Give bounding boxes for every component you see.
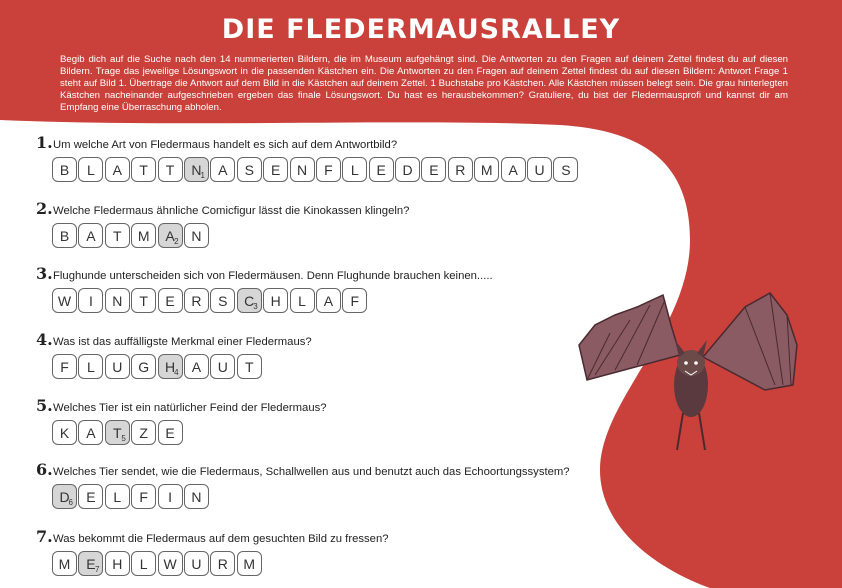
box-letter: N <box>191 161 202 178</box>
box-letter: L <box>298 292 306 309</box>
box-letter: M <box>243 555 256 572</box>
solution-letter-box[interactable] <box>184 157 209 182</box>
solution-letter-box[interactable] <box>105 420 130 445</box>
letter-box[interactable] <box>184 484 209 509</box>
letter-box[interactable] <box>184 223 209 248</box>
box-letter: R <box>455 161 466 178</box>
box-letter: K <box>59 424 70 441</box>
letter-box[interactable] <box>158 484 183 509</box>
letter-box[interactable] <box>448 157 473 182</box>
box-letter: S <box>218 292 228 309</box>
box-letter: T <box>165 161 175 178</box>
letter-box[interactable] <box>342 157 367 182</box>
box-letter: E <box>165 292 175 309</box>
box-letter: U <box>534 161 545 178</box>
letter-box[interactable] <box>184 354 209 379</box>
box-letter: L <box>86 358 95 375</box>
box-letter: E <box>165 424 175 441</box>
question-4 <box>36 330 656 379</box>
letter-box[interactable] <box>52 354 77 379</box>
letter-box[interactable] <box>210 157 235 182</box>
answer-boxes <box>52 484 656 509</box>
solution-letter-box[interactable] <box>237 288 262 313</box>
question-text: Was bekommt die Fledermaus auf dem gesuchten Bild zu fressen? <box>53 533 389 545</box>
box-letter: A <box>218 161 228 178</box>
letter-box[interactable] <box>105 354 130 379</box>
box-letter: N <box>191 488 202 505</box>
letter-box[interactable] <box>131 157 156 182</box>
question-number: 7. <box>36 527 53 546</box>
solution-index: 7 <box>94 565 100 574</box>
box-letter: L <box>139 555 148 572</box>
letter-box[interactable] <box>237 354 262 379</box>
box-letter: T <box>139 161 148 178</box>
answer-boxes <box>52 223 656 248</box>
box-letter: E <box>376 161 386 178</box>
box-letter: A <box>112 161 122 178</box>
question-2 <box>36 199 656 248</box>
box-letter: S <box>561 161 571 178</box>
question-number: 6. <box>36 460 53 479</box>
question-number: 5. <box>36 396 53 415</box>
box-letter: M <box>58 555 71 572</box>
letter-box[interactable] <box>184 288 209 313</box>
box-letter: S <box>244 161 254 178</box>
box-letter: T <box>244 358 254 375</box>
question-text: Flughunde unterscheiden sich von Fledermäusen. Denn Flughunde brauchen keinen..... <box>53 270 493 282</box>
letter-box[interactable] <box>158 288 183 313</box>
question-number: 2. <box>36 199 53 218</box>
question-3 <box>36 264 656 313</box>
box-letter: E <box>429 161 439 178</box>
bat-illustration <box>575 285 805 455</box>
question-1 <box>36 133 656 182</box>
letter-box[interactable] <box>501 157 526 182</box>
letter-box[interactable] <box>342 288 367 313</box>
solution-index: 6 <box>68 498 73 507</box>
box-letter: D <box>59 488 70 505</box>
letter-box[interactable] <box>78 157 103 182</box>
solution-letter-box[interactable] <box>52 484 77 509</box>
box-letter: H <box>112 555 123 572</box>
box-letter: R <box>191 292 202 309</box>
box-letter: N <box>191 227 202 244</box>
letter-box[interactable] <box>474 157 499 182</box>
box-letter: M <box>480 161 493 178</box>
box-letter: T <box>139 292 148 309</box>
box-letter: F <box>139 488 148 505</box>
box-letter: D <box>402 161 413 178</box>
box-letter: A <box>323 292 334 309</box>
intro-text: Begib dich auf die Suche nach den 14 nummerierten Bildern, die im Museum aufgehängt sind. Die Antworten zu den Fragen auf deinem Zettel findest du auf diesen Bildern. Trage das jeweilige Lösungswort in die passenden Kästchen ein. Die Antworten zu den Fragen auf deinem Zettel findest du auf diesen Bildern: Antwort Frage 1 steht auf Bild 1. Übertrage die Antwort auf dem Bild in die Kästchen auf deinem Zettel. 1 Buchstabe pro Kästchen. Alle Kästchen müssen belegt sein. Die grau hinterlegten Kästchen nacheinander aufgeschrieben ergeben das finale Lösungswort. Du hast es herausbekommen? Gratuliere, du bist der Fledermausprofi und kannst dir am Empfang eine Überraschung abholen. <box>60 54 788 114</box>
letter-box[interactable] <box>210 354 235 379</box>
box-letter: F <box>350 292 360 309</box>
solution-index: 2 <box>174 237 179 246</box>
page-title: DIE FLEDERMAUSRALLEY <box>221 14 621 45</box>
question-number: 3. <box>36 264 53 283</box>
box-letter: U <box>112 358 123 375</box>
question-6 <box>36 460 656 509</box>
letter-box[interactable] <box>131 223 156 248</box>
letter-box[interactable] <box>131 420 156 445</box>
question-number: 4. <box>36 330 53 349</box>
letter-box[interactable] <box>78 420 103 445</box>
box-letter: E <box>270 161 281 178</box>
letter-box[interactable] <box>78 223 103 248</box>
solution-index: 4 <box>174 368 179 377</box>
box-letter: N <box>296 161 308 178</box>
letter-box[interactable] <box>210 288 235 313</box>
letter-box[interactable] <box>78 288 103 313</box>
box-letter: T <box>113 424 122 441</box>
box-letter: B <box>59 227 70 244</box>
question-7 <box>36 527 656 576</box>
letter-box[interactable] <box>158 157 183 182</box>
box-letter: T <box>113 227 122 244</box>
question-text: Was ist das auffälligste Merkmal einer Fledermaus? <box>53 336 312 348</box>
box-letter: E <box>86 555 96 572</box>
box-letter: H <box>270 292 281 309</box>
solution-letter-box[interactable] <box>78 551 103 576</box>
box-letter: E <box>86 488 96 505</box>
box-letter: F <box>60 358 69 375</box>
letter-box[interactable] <box>105 157 130 182</box>
letter-box[interactable] <box>237 551 262 576</box>
letter-box[interactable] <box>131 288 156 313</box>
solution-letter-box[interactable] <box>158 223 183 248</box>
letter-box[interactable] <box>105 551 130 576</box>
question-number: 1. <box>36 133 53 152</box>
box-letter: I <box>88 292 93 309</box>
question-text: Welches Tier sendet, wie die Fledermaus, Schallwellen aus und benutzt auch das Echoortungssystem? <box>53 466 570 478</box>
box-letter: L <box>113 488 122 505</box>
box-letter: C <box>244 292 255 309</box>
solution-index: 3 <box>253 302 258 311</box>
box-letter: L <box>86 161 95 178</box>
solution-index: 1 <box>200 171 205 180</box>
box-letter: R <box>217 555 228 572</box>
letter-box[interactable] <box>395 157 420 182</box>
letter-box[interactable] <box>105 223 130 248</box>
box-letter: G <box>138 358 150 375</box>
letter-box[interactable] <box>316 288 341 313</box>
box-letter: B <box>59 161 70 178</box>
box-letter: A <box>508 161 518 178</box>
answer-boxes <box>52 354 656 379</box>
letter-box[interactable] <box>184 551 209 576</box>
letter-box[interactable] <box>105 484 130 509</box>
box-letter: N <box>112 292 123 309</box>
letter-box[interactable] <box>237 157 262 182</box>
letter-box[interactable] <box>78 484 103 509</box>
box-letter: U <box>191 555 202 572</box>
box-letter: F <box>324 161 333 178</box>
letter-box[interactable] <box>52 157 77 182</box>
letter-box[interactable] <box>316 157 341 182</box>
letter-box[interactable] <box>131 551 156 576</box>
box-letter: L <box>350 161 359 178</box>
letter-box[interactable] <box>263 157 288 182</box>
letter-box[interactable] <box>553 157 578 182</box>
box-letter: A <box>86 227 96 244</box>
box-letter: A <box>191 358 202 375</box>
solution-index: 5 <box>121 434 126 443</box>
answer-boxes <box>52 288 656 313</box>
letter-box[interactable] <box>52 551 77 576</box>
letter-box[interactable] <box>105 288 130 313</box>
question-text: Um welche Art von Fledermaus handelt es sich auf dem Antwortbild? <box>53 139 398 151</box>
box-letter: Z <box>139 424 148 441</box>
box-letter: W <box>163 555 177 572</box>
question-text: Welche Fledermaus ähnliche Comicfigur lässt die Kinokassen klingeln? <box>53 205 410 217</box>
letter-box[interactable] <box>131 354 156 379</box>
answer-boxes <box>52 157 656 182</box>
letter-box[interactable] <box>158 420 183 445</box>
box-letter: I <box>168 488 172 505</box>
box-letter: A <box>86 424 96 441</box>
solution-letter-box[interactable] <box>158 354 183 379</box>
letter-box[interactable] <box>421 157 446 182</box>
letter-box[interactable] <box>290 288 315 313</box>
question-text: Welches Tier ist ein natürlicher Feind der Fledermaus? <box>53 402 327 414</box>
box-letter: W <box>57 292 72 309</box>
letter-box[interactable] <box>52 420 77 445</box>
box-letter: M <box>137 227 150 244</box>
letter-box[interactable] <box>210 551 235 576</box>
letter-box[interactable] <box>52 288 77 313</box>
letter-box[interactable] <box>527 157 552 182</box>
letter-box[interactable] <box>158 551 183 576</box>
box-letter: A <box>165 227 175 244</box>
answer-boxes <box>52 420 656 445</box>
box-letter: H <box>165 358 176 375</box>
letter-box[interactable] <box>290 157 315 182</box>
box-letter: U <box>217 358 228 375</box>
letter-box[interactable] <box>369 157 394 182</box>
question-5 <box>36 396 656 445</box>
letter-box[interactable] <box>131 484 156 509</box>
answer-boxes <box>52 551 656 576</box>
letter-box[interactable] <box>78 354 103 379</box>
letter-box[interactable] <box>52 223 77 248</box>
letter-box[interactable] <box>263 288 288 313</box>
